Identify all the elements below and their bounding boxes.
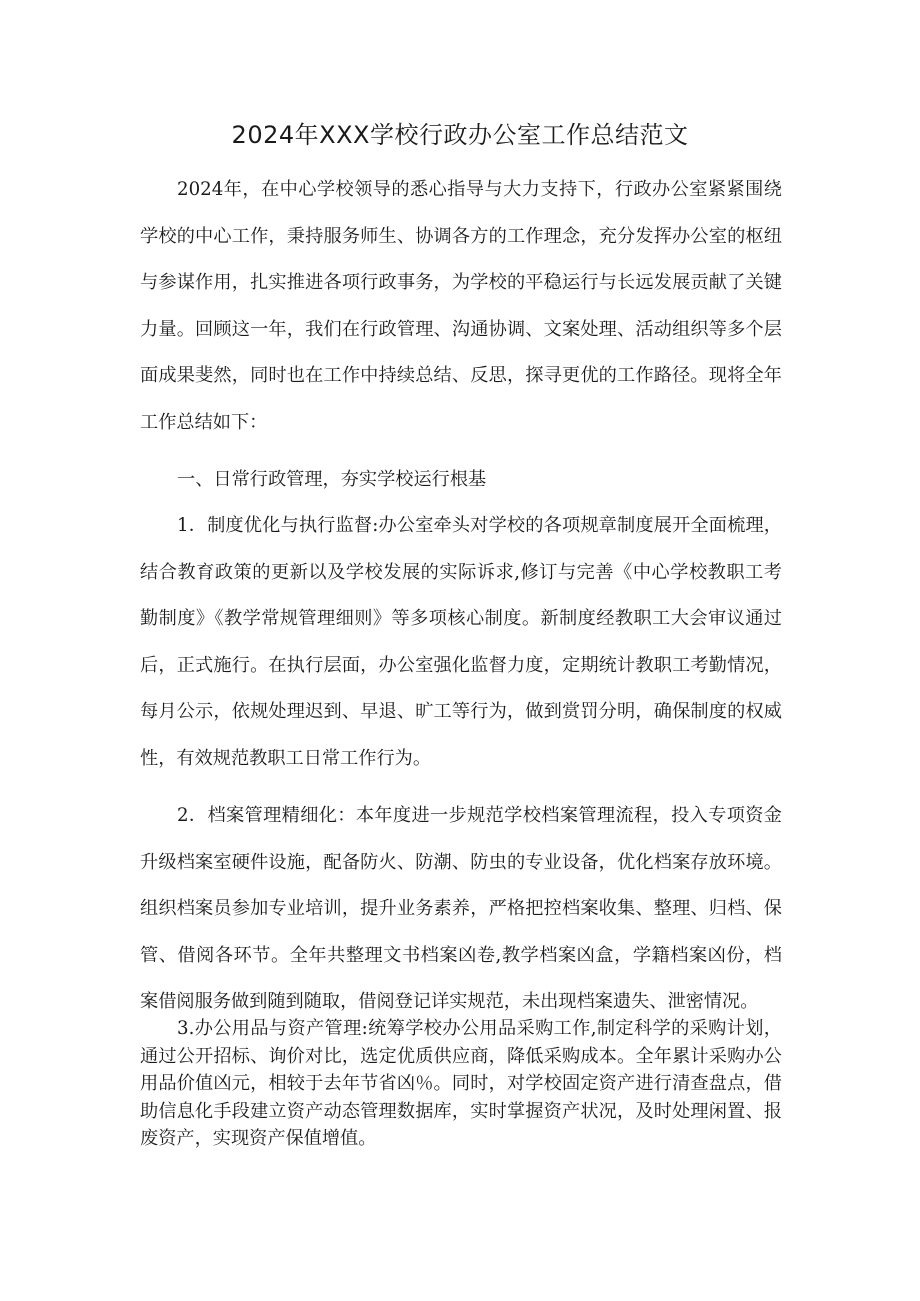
intro-paragraph: 2024年，在中心学校领导的悉心指导与大力支持下，行政办公室紧紧围绕学校的中心工作，秉持服务师生、协调各方的工作理念，充分发挥办公室的枢纽与参谋作用，扎实推进各项行政事务，为学校的平稳运行与长远发展贡献了关键力量。回顾这一年，我们在行政管理、沟通协调、文案处理、活动组织等多个层面成果斐然，同时也在工作中持续总结、反思，探寻更优的工作路径。现将全年工作总结如下： bbox=[140, 179, 782, 433]
item-paragraph-1: 1．制度优化与执行监督:办公室牵头对学校的各项规章制度展开全面梳理，结合教育政策的更新以及学校发展的实际诉求,修订与完善《中心学校教职工考勤制度》《教学常规管理细则》等多项核心制度。新制度经教职工大会审议通过后，正式施行。在执行层面，办公室强化监督力度，定期统计教职工考勤情况，每月公示，依规处理迟到、早退、旷工等行为，做到赏罚分明，确保制度的权威性，有效规范教职工日常工作行为。 bbox=[140, 515, 782, 769]
section-heading-1: 一、日常行政管理，夯实学校运行根基 bbox=[177, 469, 487, 490]
item-paragraph-2: 2．档案管理精细化：本年度进一步规范学校档案管理流程，投入专项资金升级档案室硬件设施，配备防火、防潮、防虫的专业设备，优化档案存放环境。组织档案员参加专业培训，提升业务素养，严格把控档案收集、整理、归档、保管、借阅各环节。全年共整理文书档案凶卷,教学档案凶盒，学籍档案凶份，档案借阅服务做到随到随取，借阅登记详实规范，未出现档案遗失、泄密情况。 bbox=[140, 805, 782, 1012]
document-title: 2024年XXX学校行政办公室工作总结范文 bbox=[231, 121, 689, 149]
item-paragraph-3: 3.办公用品与资产管理:统筹学校办公用品采购工作,制定科学的采购计划，通过公开招标、询价对比，选定优质供应商，降低采购成本。全年累计采购办公用品价值凶元，相较于去年节省凶％。同时，对学校固定资产进行清查盘点，借助信息化手段建立资产动态管理数据库，实时掌握资产状况，及时处理闲置、报废资产，实现资产保值增值。 bbox=[140, 1018, 782, 1149]
